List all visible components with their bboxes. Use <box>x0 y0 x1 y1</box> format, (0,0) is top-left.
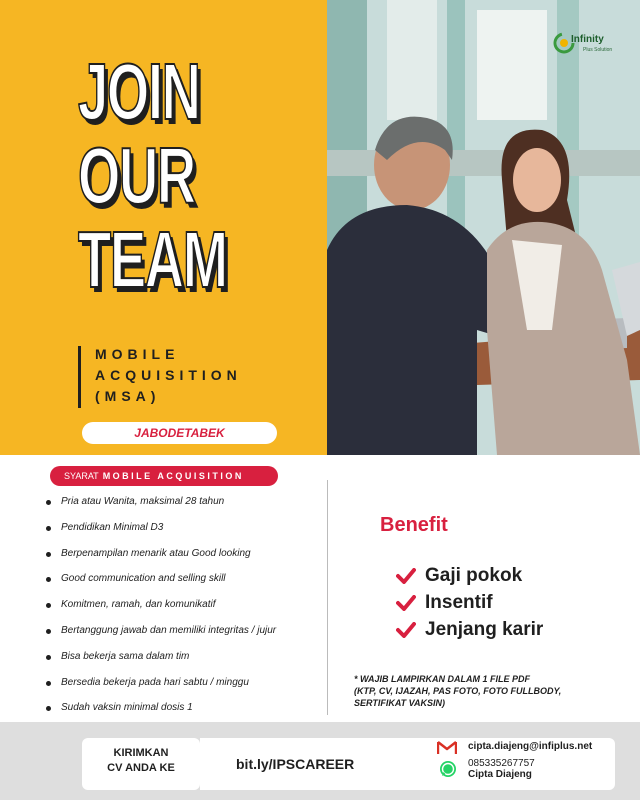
send-line-2: CV ANDA KE <box>107 762 175 774</box>
note-line-1: * WAJIB LAMPIRKAN DALAM 1 FILE PDF <box>354 674 531 684</box>
headline-line-3: TEAM <box>78 215 227 304</box>
position-line-1: MOBILE <box>95 346 180 362</box>
benefit-item <box>396 618 543 645</box>
list-item: Bertanggung jawab dan memiliki integritas / jujur <box>44 621 276 647</box>
note-line-3: SERTIFIKAT VAKSIN) <box>354 698 446 708</box>
hero-panel <box>0 0 327 455</box>
region-badge: JABODETABEK <box>82 422 277 444</box>
benefit-list <box>396 564 543 645</box>
headline <box>78 47 318 304</box>
send-line-1: KIRIMKAN <box>113 747 169 759</box>
requirements-heading-prefix: SYARAT <box>64 471 99 481</box>
gmail-icon <box>437 741 457 755</box>
list-item: Sudah vaksin minimal dosis 1 <box>44 698 276 724</box>
benefit-item <box>396 591 543 618</box>
application-link[interactable]: bit.ly/IPSCAREER <box>200 738 425 790</box>
logo-name: Infinity <box>571 34 604 45</box>
contact-box <box>425 738 615 790</box>
position-line-3: (MSA) <box>95 388 161 404</box>
position-accent-bar <box>78 346 81 408</box>
benefit-label: Gaji pokok <box>425 565 523 586</box>
headline-line-1: JOIN <box>78 47 200 136</box>
check-icon <box>396 568 416 584</box>
column-divider <box>327 480 328 715</box>
note-line-2: (KTP, CV, IJAZAH, PAS FOTO, FOTO FULLBODY, <box>354 686 562 696</box>
list-item: Pendidikan Minimal D3 <box>44 518 276 544</box>
whatsapp-icon <box>439 760 457 778</box>
benefit-label: Insentif <box>425 592 493 613</box>
company-logo <box>553 30 640 58</box>
requirements-heading <box>50 466 278 486</box>
logo-tagline: Plus Solution <box>583 47 613 53</box>
position-line-2: ACQUISITION <box>95 367 242 383</box>
headline-line-2: OUR <box>78 131 195 220</box>
contact-phone[interactable]: 085335267757 <box>468 758 535 769</box>
contact-email[interactable]: cipta.diajeng@infiplus.net <box>468 741 593 752</box>
attachment-note <box>354 673 634 709</box>
position-title <box>95 344 242 407</box>
list-item: Berpenampilan menarik atau Good looking <box>44 544 276 570</box>
list-item: Bersedia bekerja pada hari sabtu / minggu <box>44 673 276 699</box>
check-icon <box>396 595 416 611</box>
requirements-heading-main: MOBILE ACQUISITION <box>102 471 244 481</box>
benefit-item <box>396 564 543 591</box>
list-item: Komitmen, ramah, dan komunikatif <box>44 595 276 621</box>
benefit-title: Benefit <box>380 514 448 536</box>
benefit-label: Jenjang karir <box>425 619 544 640</box>
list-item: Good communication and selling skill <box>44 569 276 595</box>
check-icon <box>396 622 416 638</box>
team-photo <box>327 0 640 455</box>
requirements-list <box>44 492 276 724</box>
photo-illustration <box>327 0 640 455</box>
contact-name: Cipta Diajeng <box>468 769 532 780</box>
list-item: Bisa bekerja sama dalam tim <box>44 647 276 673</box>
send-cv-label <box>82 738 200 790</box>
list-item: Pria atau Wanita, maksimal 28 tahun <box>44 492 276 518</box>
